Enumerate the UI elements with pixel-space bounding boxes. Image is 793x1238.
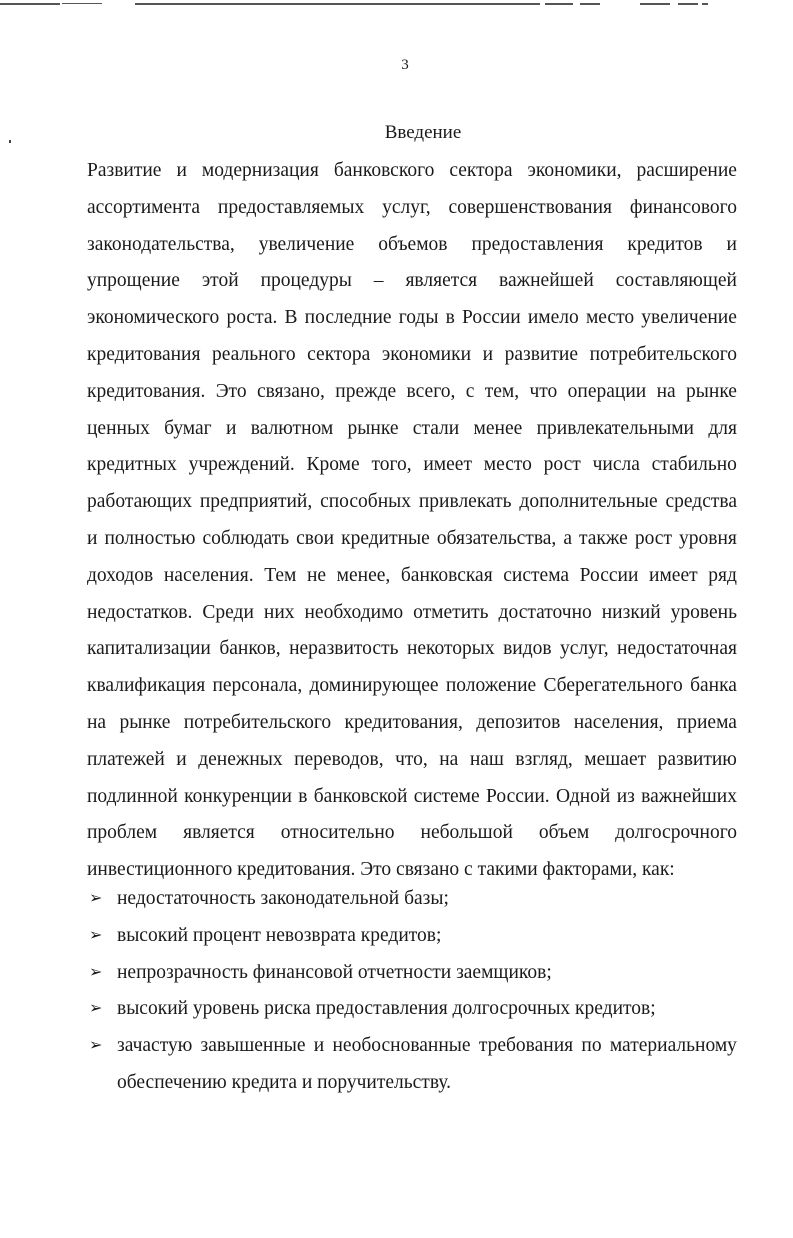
list-item-line: недостаточность законодательной базы; [117, 888, 449, 909]
intro-paragraph [87, 153, 737, 889]
paragraph-line: кредитования. Это связано, прежде всего, с тем, что операции на рынке [87, 380, 737, 402]
paragraph-line: капитализации банков, неразвитость некоторых видов услуг, недостаточная [87, 638, 737, 660]
paragraph-line: упрощение этой процедуры – является важнейшей составляющей [87, 270, 737, 292]
paragraph-line: кредитования реального сектора экономики и развитие потребительского [87, 343, 737, 365]
paragraph-line: ценных бумаг и валютном рынке стали менее привлекательными для [87, 417, 737, 439]
list-item [87, 1028, 737, 1102]
paragraph-line: и полностью соблюдать свои кредитные обязательства, а также рост уровня [87, 527, 737, 549]
section-heading: Введение [384, 122, 462, 143]
list-item-line: обеспечению кредита и поручительству. [117, 1071, 452, 1093]
paragraph-line: доходов населения. Тем не менее, банковская система России имеет ряд [87, 564, 737, 586]
paragraph-line: подлинной конкуренции в банковской системе России. Одной из важнейших [87, 785, 737, 807]
paragraph-line: работающих предприятий, способных привлекать дополнительные средства [87, 491, 737, 513]
list-item [87, 991, 737, 1028]
bullet-arrow-icon: ➢ [89, 890, 103, 907]
paragraph-line: недостатков. Среди них необходимо отметить достаточно низкий уровень [87, 601, 737, 623]
paragraph-line: экономического роста. В последние годы в России имело место увеличение [87, 307, 737, 329]
paragraph-line: на рынке потребительского кредитования, депозитов населения, приема [87, 711, 737, 733]
list-item-line: непрозрачность финансовой отчетности заемщиков; [117, 961, 552, 983]
list-item [87, 955, 737, 992]
scan-top-edge [0, 0, 793, 10]
list-item-line: высокий процент невозврата кредитов; [117, 924, 442, 946]
paragraph-line: ассортимента предоставляемых услуг, совершенствования финансового [87, 196, 737, 218]
bullet-arrow-icon: ➢ [89, 1000, 103, 1018]
paragraph-line: Развитие и модернизация банковского сектора экономики, расширение [87, 160, 737, 181]
bullet-arrow-icon: ➢ [89, 1037, 103, 1055]
list-item-line: зачастую завышенные и необоснованные требования по материальному [117, 1035, 737, 1057]
paragraph-line: кредитных учреждений. Кроме того, имеет место рост числа стабильно [87, 454, 737, 476]
paragraph-line: законодательства, увеличение объемов предоставления кредитов и [87, 233, 737, 255]
bullet-arrow-icon: ➢ [89, 963, 103, 981]
list-item [87, 881, 737, 918]
bullet-arrow-icon: ➢ [89, 926, 103, 944]
list-item-line: высокий уровень риска предоставления долгосрочных кредитов; [117, 998, 656, 1020]
paragraph-line: квалификация персонала, доминирующее положение Сберегательного банка [87, 675, 737, 697]
list-item [87, 918, 737, 955]
factors-list [87, 881, 737, 1102]
page-number: 3 [401, 57, 409, 73]
paragraph-line: инвестиционного кредитования. Это связано с такими факторами, как: [87, 859, 675, 881]
paragraph-line: платежей и денежных переводов, что, на наш взгляд, мешает развитию [87, 748, 737, 770]
paragraph-line: проблем является относительно небольшой объем долгосрочного [87, 822, 737, 844]
